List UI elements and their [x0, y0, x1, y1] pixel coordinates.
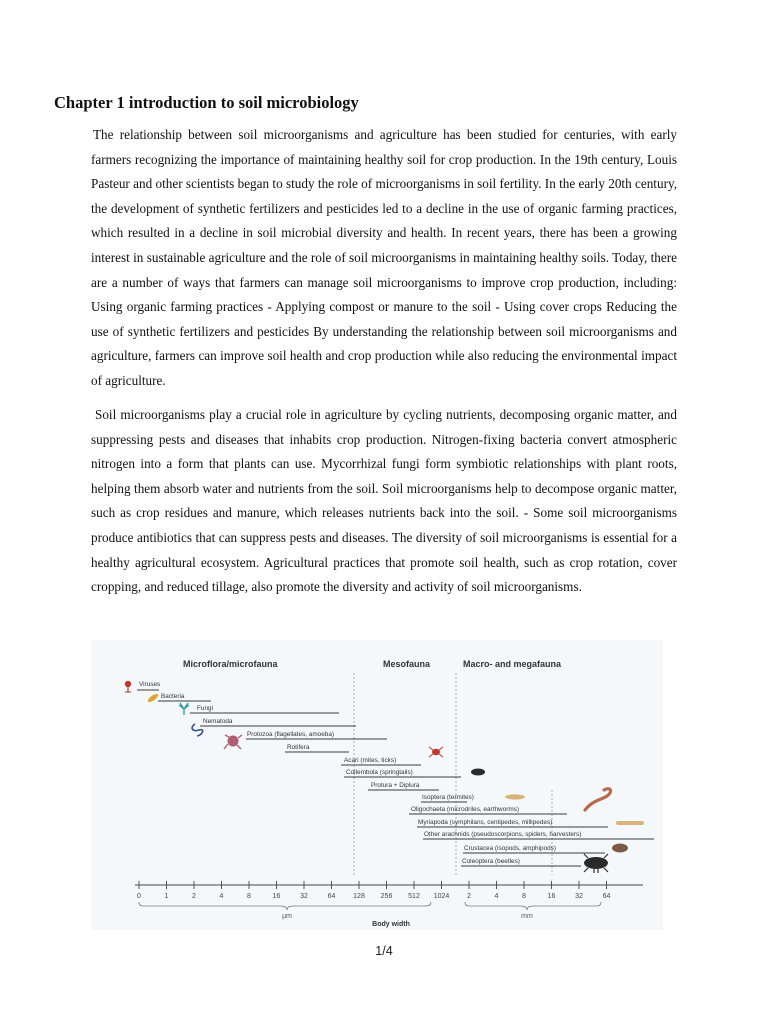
- group-label-mesofauna: Mesofauna: [383, 659, 431, 669]
- organism-row-coleoptera: [461, 854, 608, 873]
- protozoa-icon: [224, 735, 242, 749]
- axis-tick-label: 8: [247, 893, 251, 900]
- label-nematoda: Nematoda: [203, 718, 233, 725]
- um-bracket: [139, 902, 431, 910]
- axis-tick-label: 32: [300, 893, 308, 900]
- organism-row-bacteria: [147, 693, 211, 704]
- organism-row-viruses: [125, 681, 160, 692]
- axis-title: Body width: [372, 921, 410, 928]
- axis-tick-label: 16: [547, 893, 556, 900]
- organism-row-fungi: [179, 703, 339, 715]
- mite-icon: [429, 747, 443, 757]
- axis-ticks: [137, 881, 610, 900]
- organism-row-rotifera: [285, 744, 349, 752]
- axis-tick-label: 0: [137, 893, 141, 900]
- label-isoptera: Isoptera (termites): [422, 794, 474, 801]
- organism-row-oligochaeta: [409, 789, 611, 814]
- organism-row-isoptera: [421, 794, 525, 802]
- axis-tick-label: 1024: [433, 893, 450, 900]
- label-arachnids: Other arachnids (pseudoscorpions, spiders, harvesters): [424, 831, 582, 838]
- isopod-icon: [612, 844, 628, 853]
- label-fungi: Fungi: [197, 705, 213, 712]
- paragraph-roles: Soil microorganisms play a crucial role in agriculture by cycling nutrients, decomposing organic matter, and suppressing pests and diseases that inhabits crop production. Nitrogen-fixing bacteria convert atmospheric nitrogen into a form that plants can use. Mycorrhizal fungi form symbiotic relationships with plant roots, helping them absorb water and nutrients from the soil. Soil microorganisms help to decompose organic matter, such as crop residues and manure, which releases nutrients back into the soil. - Some soil microorganisms produce antibiotics that can suppress pests and diseases. The diversity of soil microorganisms is essential for a healthy agricultural ecosystem. Agricultural practices that promote soil health, such as crop rotation, cover cropping, and reduced tillage, also promote the diversity and activity of soil microorganisms.: [91, 407, 677, 595]
- paragraph-history: The relationship between soil microorganisms and agriculture has been studied for centuries, with early farmers recognizing the importance of maintaining healthy soil for crop production. In the 19th century, Louis Pasteur and other scientists began to study the role of microorganisms in soil fertility. In the early 20th century, the development of synthetic fertilizers and pesticides led to a decline in the use of organic farming practices, which resulted in a decline in soil microbial diversity and health. In recent years, there has been a growing interest in sustainable agriculture and the role of soil microorganisms in maintaining healthy soils. Today, there are a number of ways that farmers can manage soil microorganisms to improve crop production, including: Using organic farming practices - Applying compost or manure to the soil - Using cover crops Reducing the use of synthetic fertilizers and pesticides By understanding the relationship between soil microorganisms and agriculture, farmers can improve soil health and crop production while also reducing the environmental impact of agriculture.: [91, 127, 677, 388]
- group-label-microflora: Microflora/microfauna: [183, 659, 278, 669]
- axis-tick-label: 256: [380, 893, 393, 900]
- organism-row-crustacea: [463, 844, 628, 854]
- label-collembola: Collembola (springtails): [346, 769, 413, 776]
- figure-canvas: [91, 640, 663, 930]
- organism-row-myriapoda: [417, 819, 644, 827]
- label-viruses: Viruses: [139, 681, 161, 688]
- label-oligochaeta: Oligochaeta (microdriles, earthworms): [411, 806, 519, 813]
- axis-tick-label: 64: [602, 893, 611, 900]
- axis-tick-label: 1: [164, 893, 169, 900]
- beetle-icon: [584, 854, 608, 873]
- axis-tick-label: 2: [467, 893, 471, 900]
- axis-tick-label: 8: [522, 893, 526, 900]
- label-protura: Protura + Diplura: [371, 782, 420, 789]
- axis-tick-label: 128: [353, 893, 365, 900]
- axis-tick-label: 16: [272, 893, 281, 900]
- page-number: 1/4: [375, 944, 393, 958]
- axis-tick-label: 64: [327, 893, 336, 900]
- springtail-icon: [471, 769, 485, 776]
- unit-um: μm: [282, 913, 292, 920]
- axis-tick-label: 2: [192, 893, 196, 900]
- axis-tick-label: 32: [575, 893, 583, 900]
- organism-row-collembola: [344, 769, 485, 778]
- axis-tick-label: 4: [494, 893, 499, 900]
- chapter-heading: Chapter 1 introduction to soil microbiology: [54, 93, 359, 112]
- millipede-icon: [616, 821, 644, 825]
- group-label-macrofauna: Macro- and megafauna: [463, 659, 562, 669]
- organism-row-arachnids: [423, 831, 654, 839]
- label-crustacea: Crustacea (isopods, amphipods): [464, 845, 556, 852]
- organism-row-protura: [368, 782, 439, 790]
- earthworm-icon: [585, 789, 611, 810]
- unit-mm: mm: [521, 913, 533, 920]
- label-protozoa: Protozoa (flagellates, amoeba): [247, 731, 335, 738]
- organism-row-acari: [341, 747, 443, 765]
- label-rotifera: Rotifera: [287, 744, 310, 751]
- virus-icon: [125, 681, 131, 692]
- label-acari: Acari (mites, ticks): [344, 757, 397, 764]
- mm-bracket: [465, 902, 601, 910]
- bacteria-icon: [147, 693, 160, 704]
- label-coleoptera: Coleoptera (beetles): [462, 858, 520, 865]
- soil-fauna-size-figure: [91, 640, 663, 930]
- label-myriapoda: Myriapoda (symphilans, centipedes, millipedes): [418, 819, 553, 826]
- axis-tick-label: 512: [408, 893, 420, 900]
- label-bacteria: Bacteria: [161, 693, 185, 700]
- fungi-icon: [179, 703, 189, 715]
- axis-tick-label: 4: [219, 893, 224, 900]
- termite-icon: [505, 794, 525, 799]
